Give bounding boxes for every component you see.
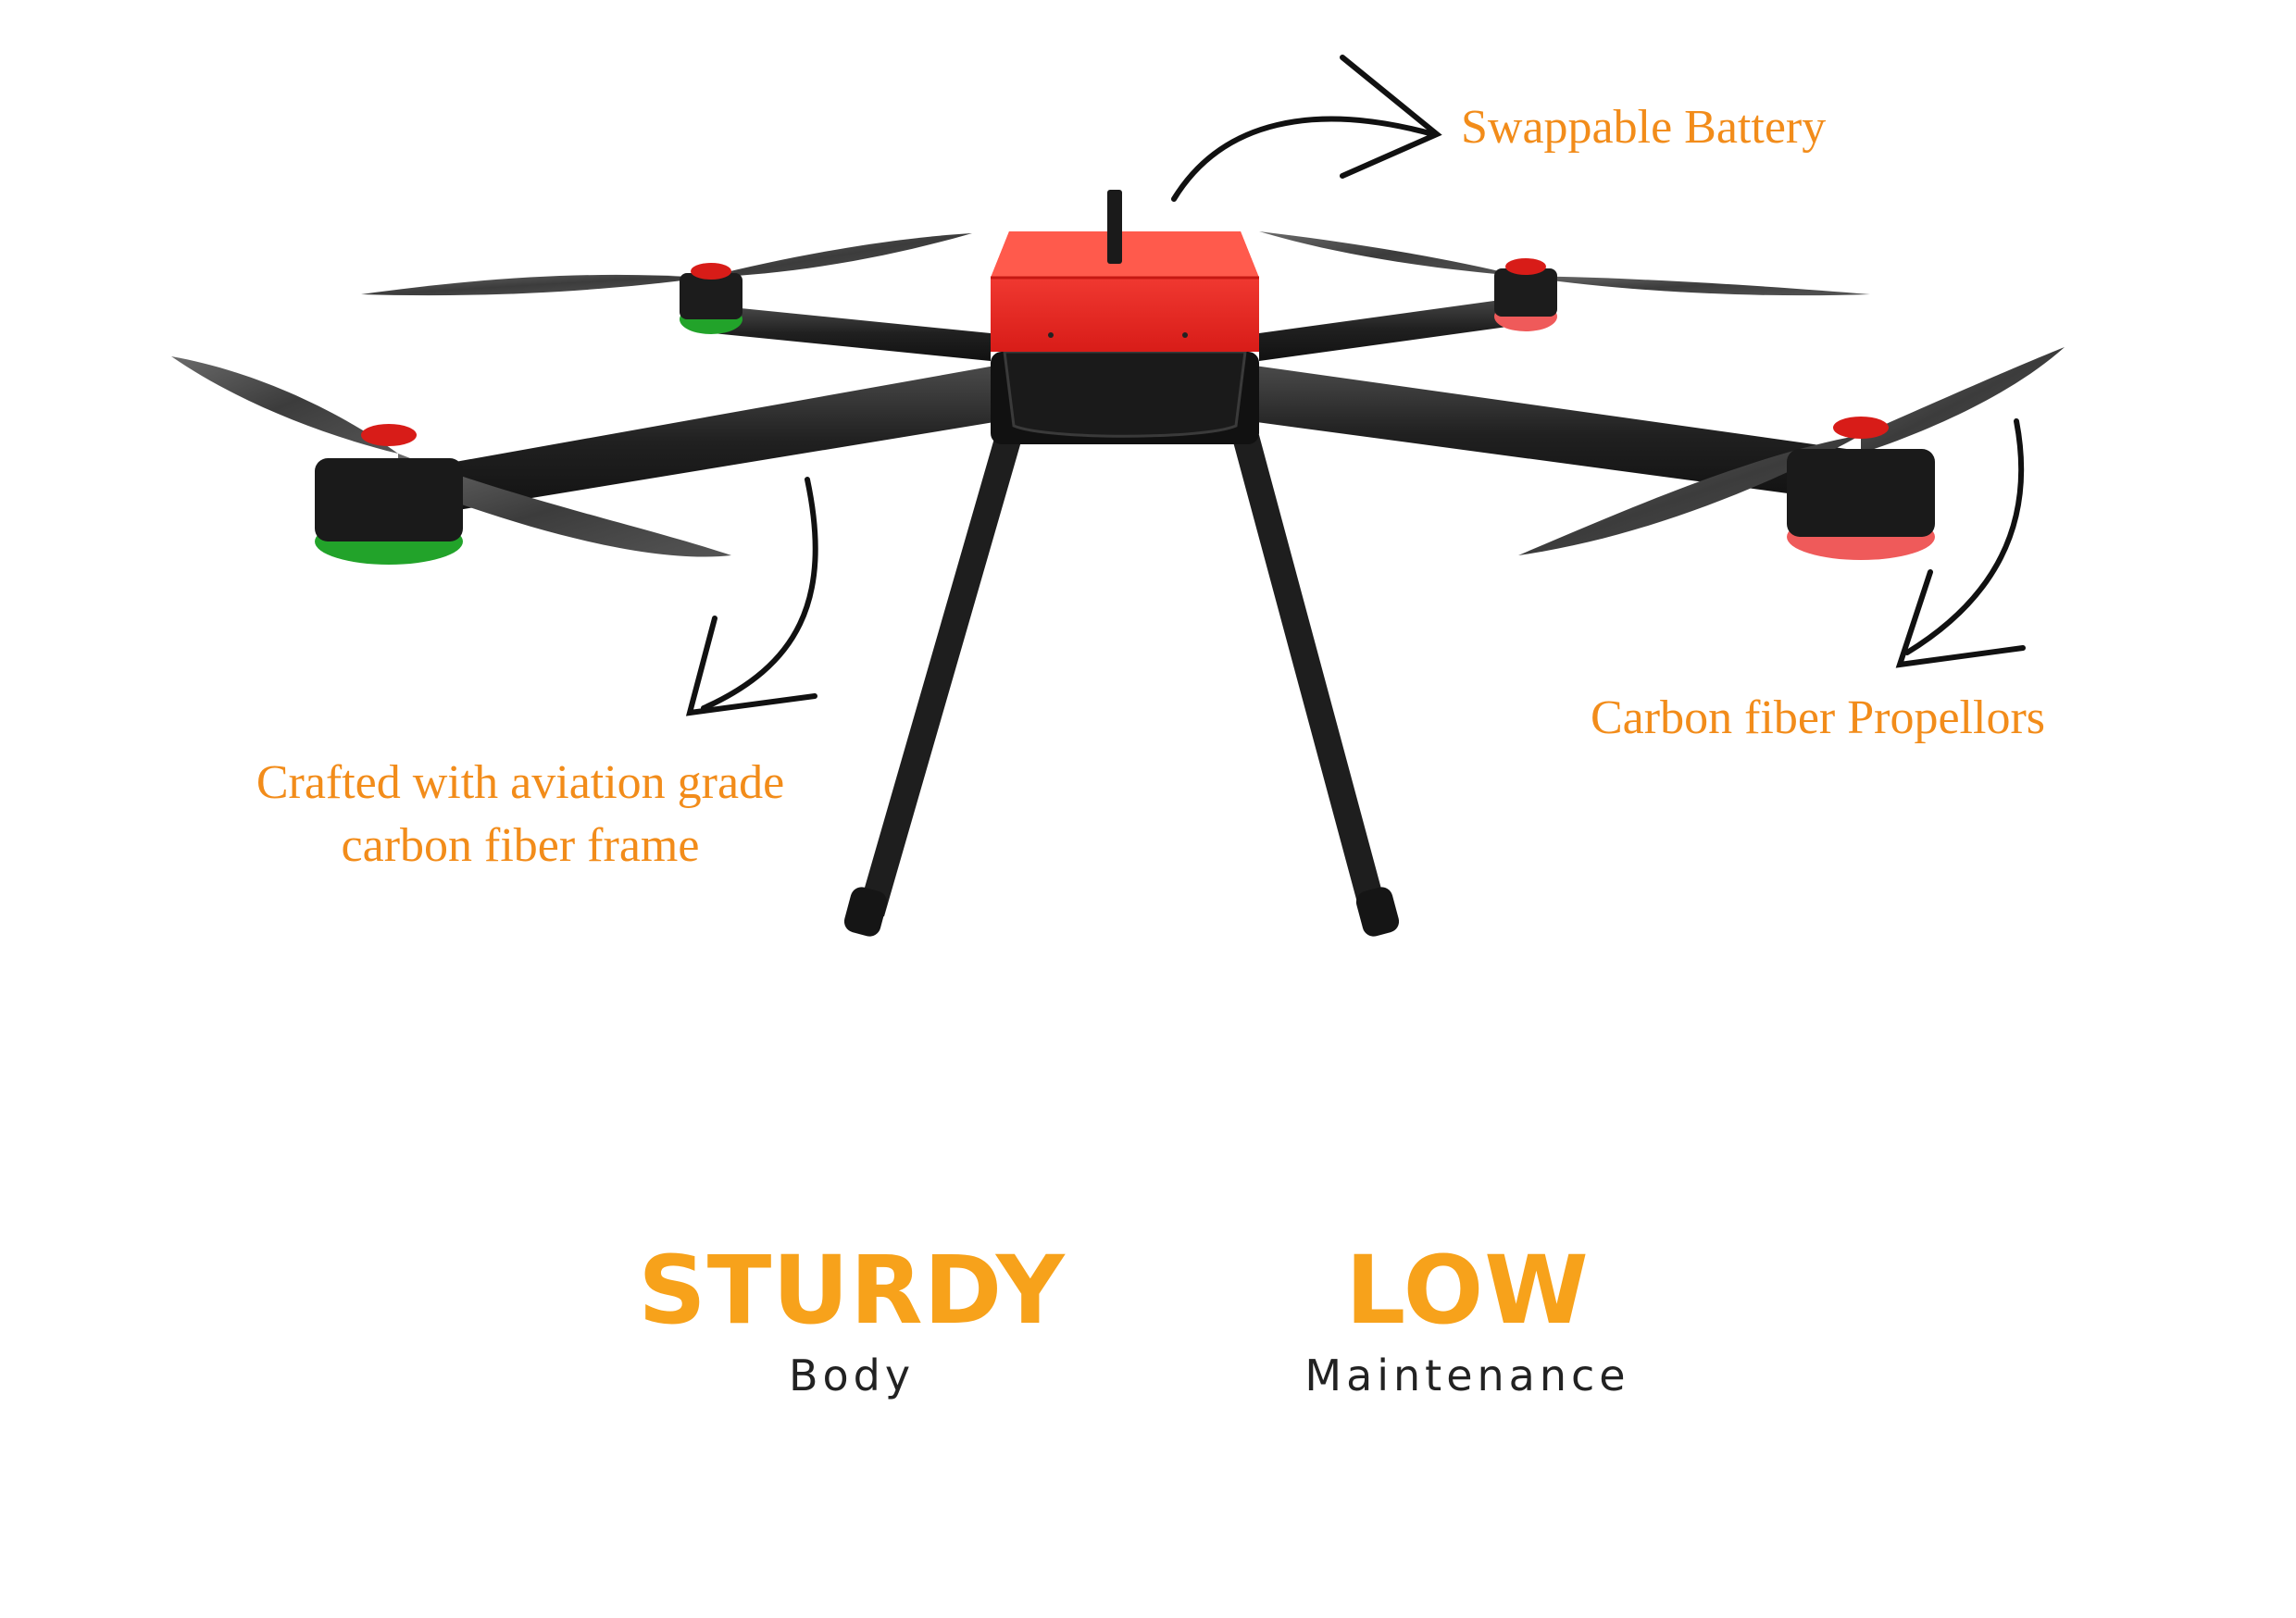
feature-low-subtitle: Maintenance xyxy=(1304,1350,1630,1400)
propellers-callout: Carbon fiber Propellors xyxy=(1591,691,2046,744)
frame-callout-line2: carbon fiber frame xyxy=(341,819,700,872)
frame-arrow-icon xyxy=(690,479,816,713)
antenna xyxy=(1107,190,1122,264)
front-right-arm xyxy=(1250,366,1879,504)
feature-sturdy xyxy=(574,1236,1129,1403)
drone-body xyxy=(991,231,1259,444)
frame-callout xyxy=(224,752,817,877)
rear-right-motor xyxy=(1494,258,1557,331)
front-left-motor xyxy=(315,424,463,565)
front-right-motor xyxy=(1787,417,1935,560)
feature-sturdy-title: STURDY xyxy=(638,1236,1066,1346)
feature-low-title: LOW xyxy=(1345,1236,1590,1346)
landing-gear xyxy=(842,435,1402,939)
rear-left-propeller xyxy=(361,233,972,295)
rear-right-arm xyxy=(1259,296,1528,361)
rear-left-arm xyxy=(713,305,991,361)
feature-sturdy-subtitle: Body xyxy=(788,1350,916,1400)
feature-low xyxy=(1213,1236,1722,1403)
frame-callout-line1: Crafted with aviation grade xyxy=(256,756,785,809)
rear-left-motor xyxy=(680,263,742,334)
battery-arrow-icon xyxy=(1174,57,1437,199)
rear-right-propeller xyxy=(1259,231,1870,295)
battery-callout: Swappable Battery xyxy=(1461,101,1827,154)
